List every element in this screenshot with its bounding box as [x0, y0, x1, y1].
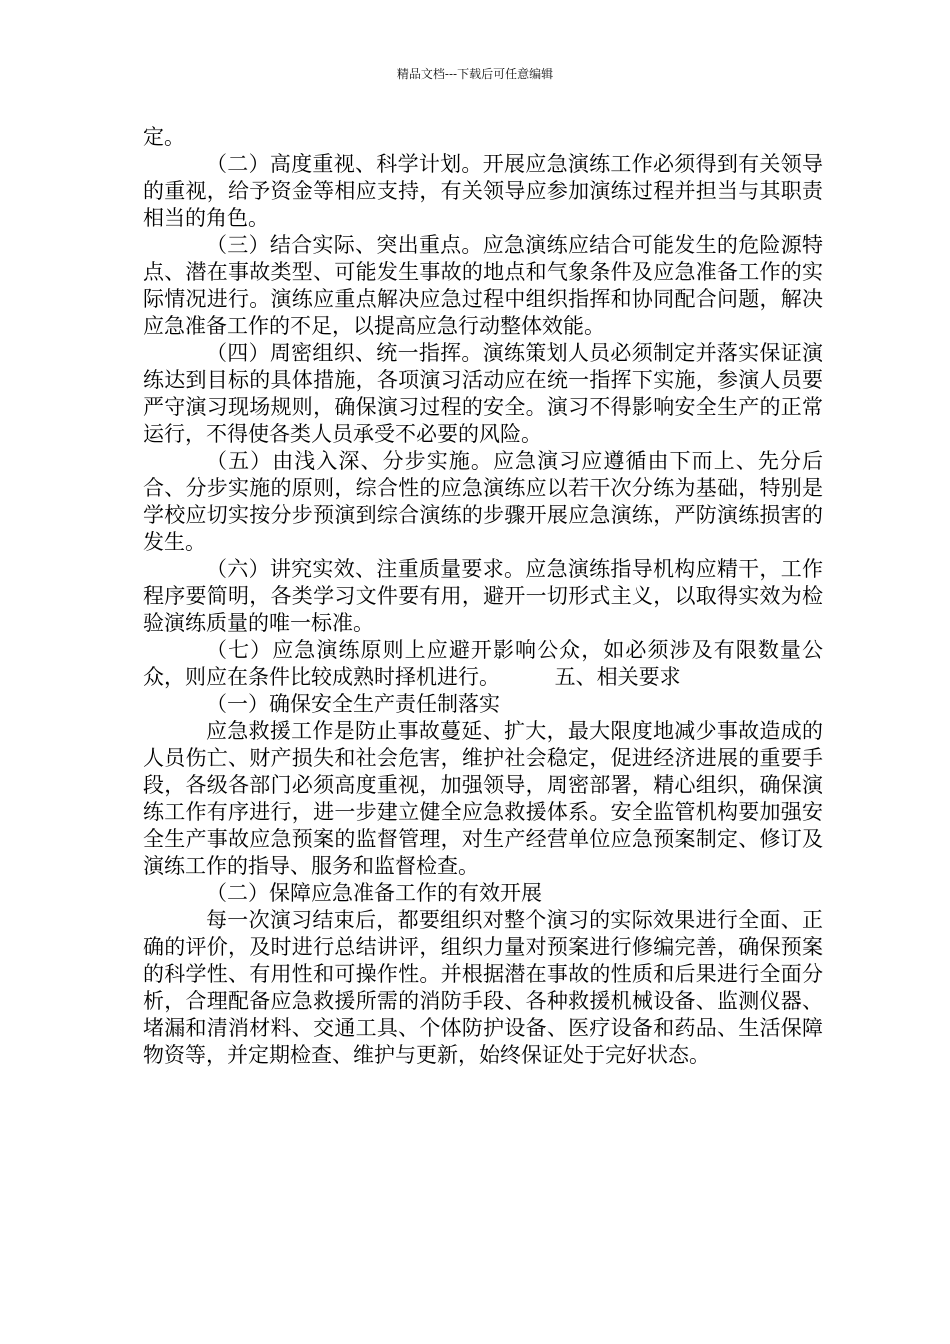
section-heading-related-requirements: 五、相关要求	[554, 665, 681, 689]
principle-7-text: （七）应急演练原则上应避开影响公众，如必须涉及有限数量公众，则应在条件比较成熟时择机进行。	[143, 638, 823, 689]
paragraph-drill-evaluation: 每一次演习结束后，都要组织对整个演习的实际效果进行全面、正确的评价，及时进行总结讲评，组织力量对预案进行修编完善，确保预案的科学性、有用性和可操作性。并根据潜在事故的性质和后果进行全面分析，合理配备应急救援所需的消防手段、各种救援机械设备、监测仪器、堵漏和清消材料、交通工具、个体防护设备、医疗设备和药品、生活保障物资等，并定期检查、维护与更新，始终保证处于完好状态。	[143, 908, 823, 1067]
paragraph-principle-6: （六）讲究实效、注重质量要求。应急演练指导机构应精干，工作程序要简明，各类学习文件要有用，避开一切形式主义，以取得实效为检验演练质量的唯一标准。	[143, 557, 823, 635]
paragraph-principle-2: （二）高度重视、科学计划。开展应急演练工作必须得到有关领导的重视，给予资金等相应支持，有关领导应参加演练过程并担当与其职责相当的角色。	[143, 152, 823, 230]
paragraph-emergency-rescue: 应急救援工作是防止事故蔓延、扩大，最大限度地减少事故造成的人员伤亡、财产损失和社会危害，维护社会稳定，促进经济进展的重要手段，各级各部门必须高度重视，加强领导，周密部署，精心组织，确保演练工作有序进行，进一步建立健全应急救援体系。安全监管机构要加强安全生产事故应急预案的监督管理，对生产经营单位应急预案制定、修订及演练工作的指导、服务和监督检查。	[143, 719, 823, 878]
subheading-safety-responsibility: （一）确保安全生产责任制落实	[206, 692, 500, 716]
paragraph-principle-5: （五）由浅入深、分步实施。应急演习应遵循由下而上、先分后合、分步实施的原则，综合性的应急演练应以若干次分练为基础，特别是学校应切实按分步预演到综合演练的步骤开展应急演练，严防演练损害的发生。	[143, 449, 823, 554]
page-header: 精品文档---下载后可任意编辑	[396, 67, 554, 81]
paragraph-principle-7	[143, 637, 823, 691]
document-body	[143, 124, 823, 1069]
subheading-emergency-preparation: （二）保障应急准备工作的有效开展	[206, 881, 542, 905]
paragraph-continuation: 定。	[143, 125, 185, 149]
paragraph-principle-4: （四）周密组织、统一指挥。演练策划人员必须制定并落实保证演练达到目标的具体措施，各项演习活动应在统一指挥下实施，参演人员要严守演习现场规则，确保演习过程的安全。演习不得影响安全生产的正常运行，不得使各类人员承受不必要的风险。	[143, 341, 823, 446]
paragraph-principle-3: （三）结合实际、突出重点。应急演练应结合可能发生的危险源特点、潜在事故类型、可能发生事故的地点和气象条件及应急准备工作的实际情况进行。演练应重点解决应急过程中组织指挥和协同配合问题，解决应急准备工作的不足，以提高应急行动整体效能。	[143, 233, 823, 338]
